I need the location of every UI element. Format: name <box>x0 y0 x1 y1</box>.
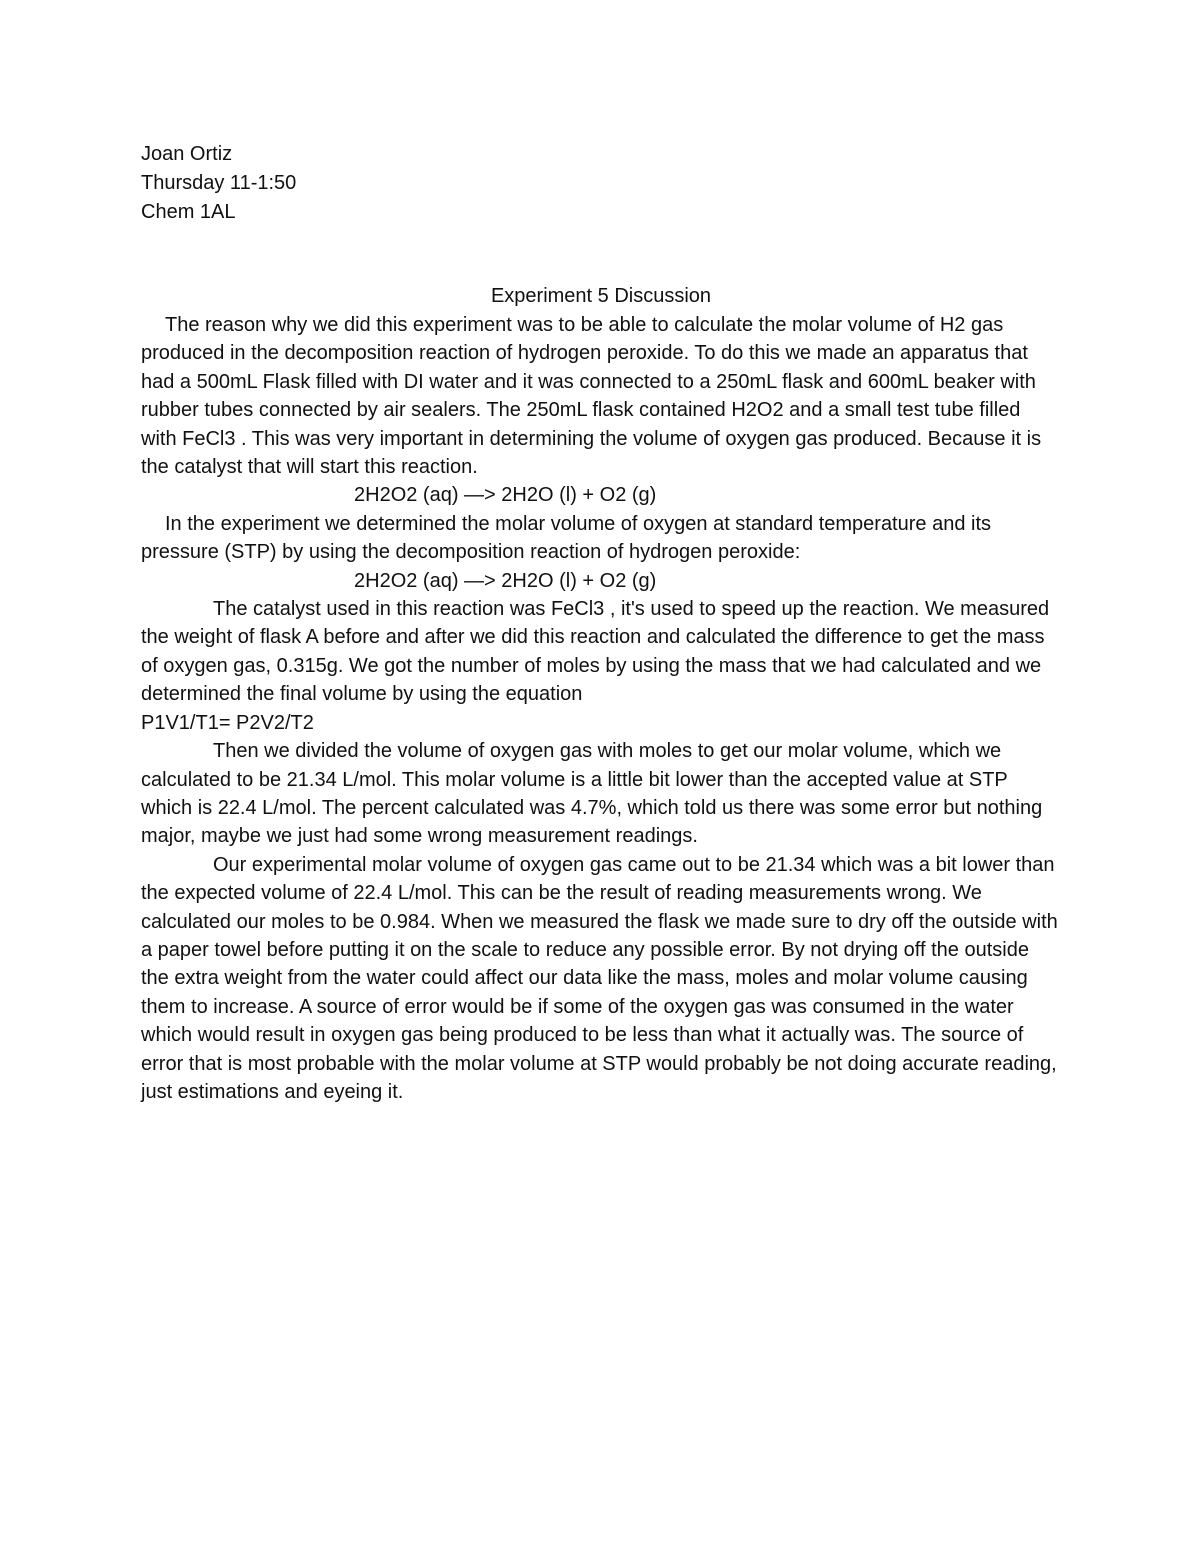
gas-law-formula: P1V1/T1= P2V2/T2 <box>141 711 314 734</box>
class-schedule: Thursday 11-1:50 <box>141 172 297 194</box>
document-body <box>141 282 1061 1106</box>
paragraph-error-analysis: Our experimental molar volume of oxygen gas came out to be 21.34 which was a bit lower than the expected volume of 22.4 L/mol. This can be the result of reading measurements wrong. We calculated our moles to be 0.984. When we measured the flask we made sure to dry off the outside with a paper towel before putting it on the scale to reduce any possible error. By not drying off the outside the extra weight from the water could affect our data like the mass, moles and molar volume causing them to increase. A source of error would be if some of the oxygen gas was consumed in the water which would result in oxygen gas being produced to be less than what it actually was. The source of error that is most probable with the molar volume at STP would probably be not doing accurate reading, just estimations and eyeing it. <box>141 853 1058 1103</box>
reaction-equation-2: 2H2O2 (aq) —> 2H2O (l) + O2 (g) <box>354 569 657 592</box>
author-name: Joan Ortiz <box>141 143 233 165</box>
paragraph-method: In the experiment we determined the molar volume of oxygen at standard temperature and its pressure (STP) by using the decomposition reaction of hydrogen peroxide: <box>141 512 992 564</box>
paragraph-purpose: The reason why we did this experiment was to be able to calculate the molar volume of H2 gas produced in the decomposition reaction of hydrogen peroxide. To do this we made an apparatus that had a 500mL Flask filled with DI water and it was connected to a 250mL flask and 600mL beaker with rubber tubes connected by air sealers. The 250mL flask contained H2O2 and a small test tube filled with FeCl3 . This was very important in determining the volume of oxygen gas produced. Because it is the catalyst that will start this reaction. <box>141 314 1042 479</box>
paragraph-results: Then we divided the volume of oxygen gas with moles to get our molar volume, which we calculated to be 21.34 L/mol. This molar volume is a little bit lower than the accepted value at STP which is 22.4 L/mol. The percent calculated was 4.7%, which told us there was some error but nothing major, maybe we just had some wrong measurement readings. <box>141 740 1043 848</box>
reaction-equation-1: 2H2O2 (aq) —> 2H2O (l) + O2 (g) <box>354 484 657 507</box>
document-header <box>141 140 1061 227</box>
course-name: Chem 1AL <box>141 201 236 223</box>
document-title: Experiment 5 Discussion <box>490 285 712 307</box>
paragraph-catalyst: The catalyst used in this reaction was FeCl3 , it's used to speed up the reaction. We measured the weight of flask A before and after we did this reaction and calculated the difference to get the mass of oxygen gas, 0.315g. We got the number of moles by using the mass that we had calculated and we determined the final volume by using the equation <box>141 598 1050 706</box>
